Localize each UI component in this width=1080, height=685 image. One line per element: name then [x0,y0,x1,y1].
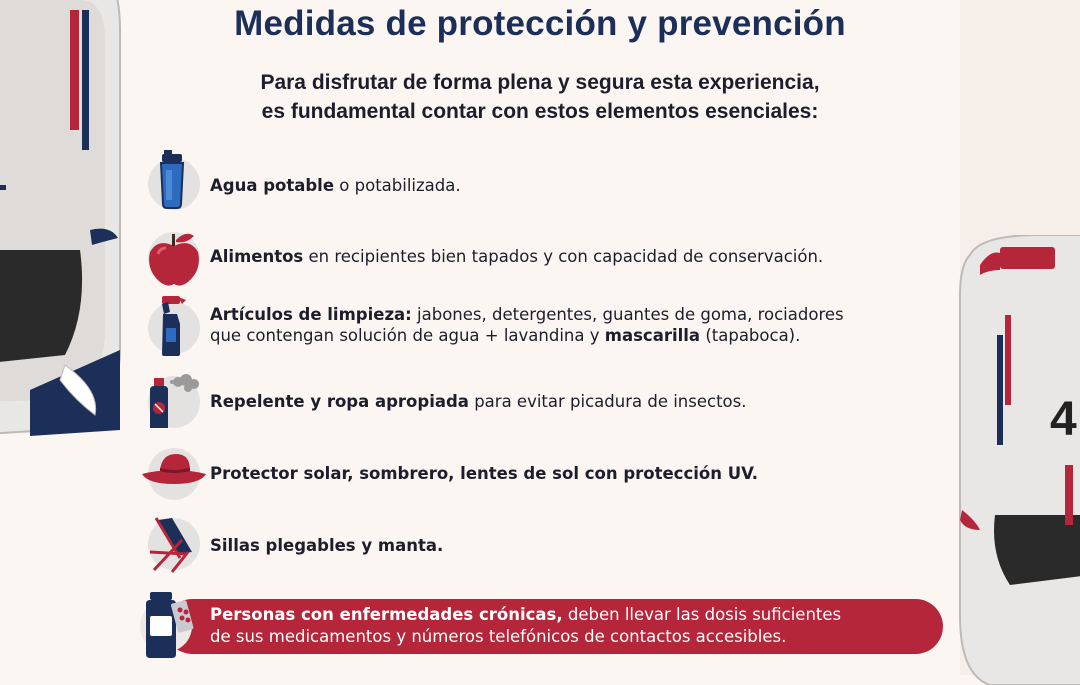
item-text-sillas [210,535,955,556]
right-car-number: 4 [1050,393,1077,446]
intro-line-1: Para disfrutar de forma plena y segura esta experiencia, [260,71,820,94]
final-rest: deben llevar las dosis suficientes [562,605,842,624]
chronic-disease-text [210,604,940,648]
item-line2-bold: mascarilla [604,326,701,345]
folding-chair-icon [148,518,200,570]
sun-hat-icon [148,448,200,500]
medicine-icon [140,600,192,652]
right-car-illustration [950,235,1080,685]
item-line2-a: que contengan solución de agua + lavandina y [210,326,605,345]
item-text-limpieza [210,304,955,346]
water-bottle-icon [148,158,200,210]
repellent-icon [148,376,200,428]
item-rest: para evitar picadura de insectos. [468,392,747,411]
item-bold: Artículos de limpieza: [210,305,412,324]
final-line2: de sus medicamentos y números telefónicos de contactos accesibles. [210,627,787,646]
item-bold: Protector solar, sombrero, lentes de sol con protección UV. [210,464,759,483]
spray-bottle-icon [148,302,200,354]
intro-line-2: es fundamental contar con estos elementos esenciales: [261,100,819,123]
item-rest: o potabilizada. [334,176,461,195]
item-text-agua [210,175,955,196]
item-line2-b: (tapaboca). [700,326,801,345]
item-bold: Repelente y ropa apropiada [210,392,469,411]
item-text-protector [210,463,955,484]
final-bold: Personas con enfermedades crónicas, [210,605,563,624]
item-rest: en recipientes bien tapados y con capacidad de conservación. [303,247,824,266]
item-bold: Agua potable [210,176,335,195]
apple-icon [148,232,200,284]
item-bold: Alimentos [210,247,304,266]
item-bold: Sillas plegables y manta. [210,536,444,555]
page-title: Medidas de protección y prevención [234,4,846,43]
item-rest: jabones, detergentes, guantes de goma, rociadores [411,305,844,324]
item-text-alimentos [210,246,955,267]
item-text-repelente [210,391,955,412]
